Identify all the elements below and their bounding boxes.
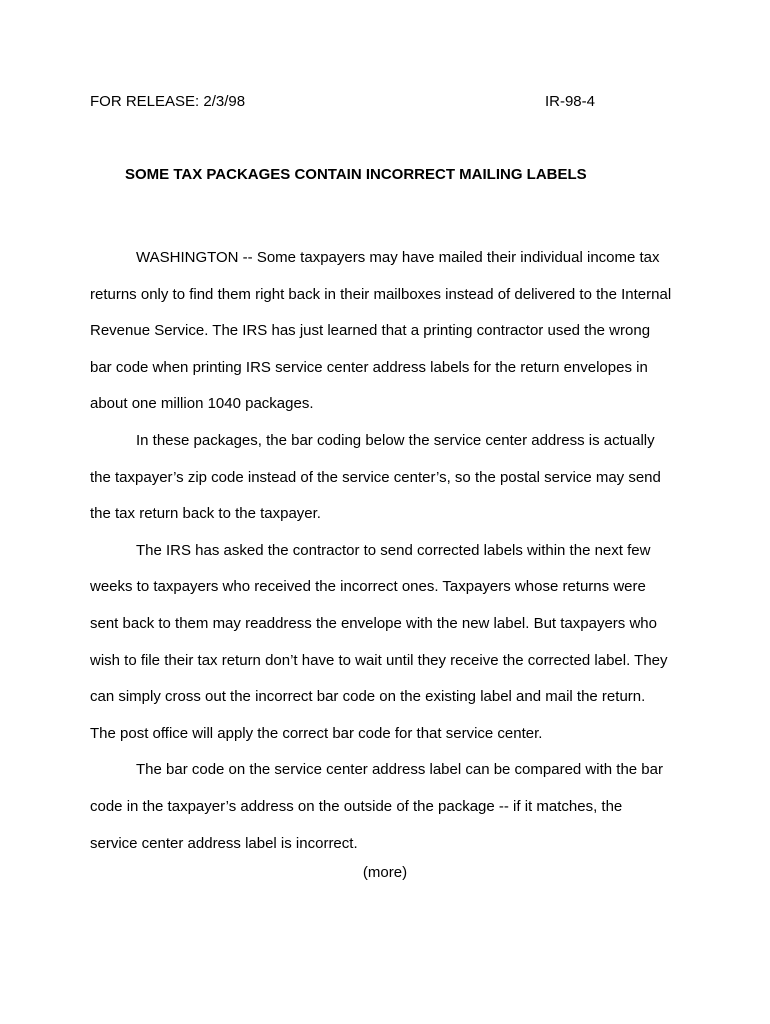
paragraph-compare-bar-code: The bar code on the service center address label can be compared with the bar code in the taxpayer’s address on the outside of the package -- if it matches, the service center address label is incorrect. [90,761,663,852]
document-headline: SOME TAX PACKAGES CONTAIN INCORRECT MAILING LABELS [125,166,587,183]
release-number: IR-98-4 [544,93,595,110]
release-date: FOR RELEASE: 2/3/98 [90,93,246,110]
document-body [90,240,672,862]
paragraph-bar-coding: In these packages, the bar coding below the service center address is actually the taxpayer’s zip code instead of the service center’s, so the postal service may send the tax return back to the taxpayer. [90,431,661,523]
paragraph-corrected-labels: The IRS has asked the contractor to send corrected labels within the next few weeks to taxpayers who received the incorrect ones. Taxpayers whose returns were sent back to them may readdress the envelope with the new label. But taxpayers who wish to file their tax return don’t have to wait until they receive the corrected label. They can simply cross out the incorrect bar code on the existing label and mail the return. The post office will apply the correct bar code for that service center. [90,541,668,742]
paragraph-washington: WASHINGTON -- Some taxpayers may have mailed their individual income tax returns only to find them right back in their mailboxes instead of delivered to the Internal Revenue Service. The IRS has just learned that a printing contractor used the wrong bar code when printing IRS service center address labels for the return envelopes in about one million 1040 packages. [90,249,672,413]
release-header [90,92,595,112]
continuation-marker: (more) [362,864,408,881]
